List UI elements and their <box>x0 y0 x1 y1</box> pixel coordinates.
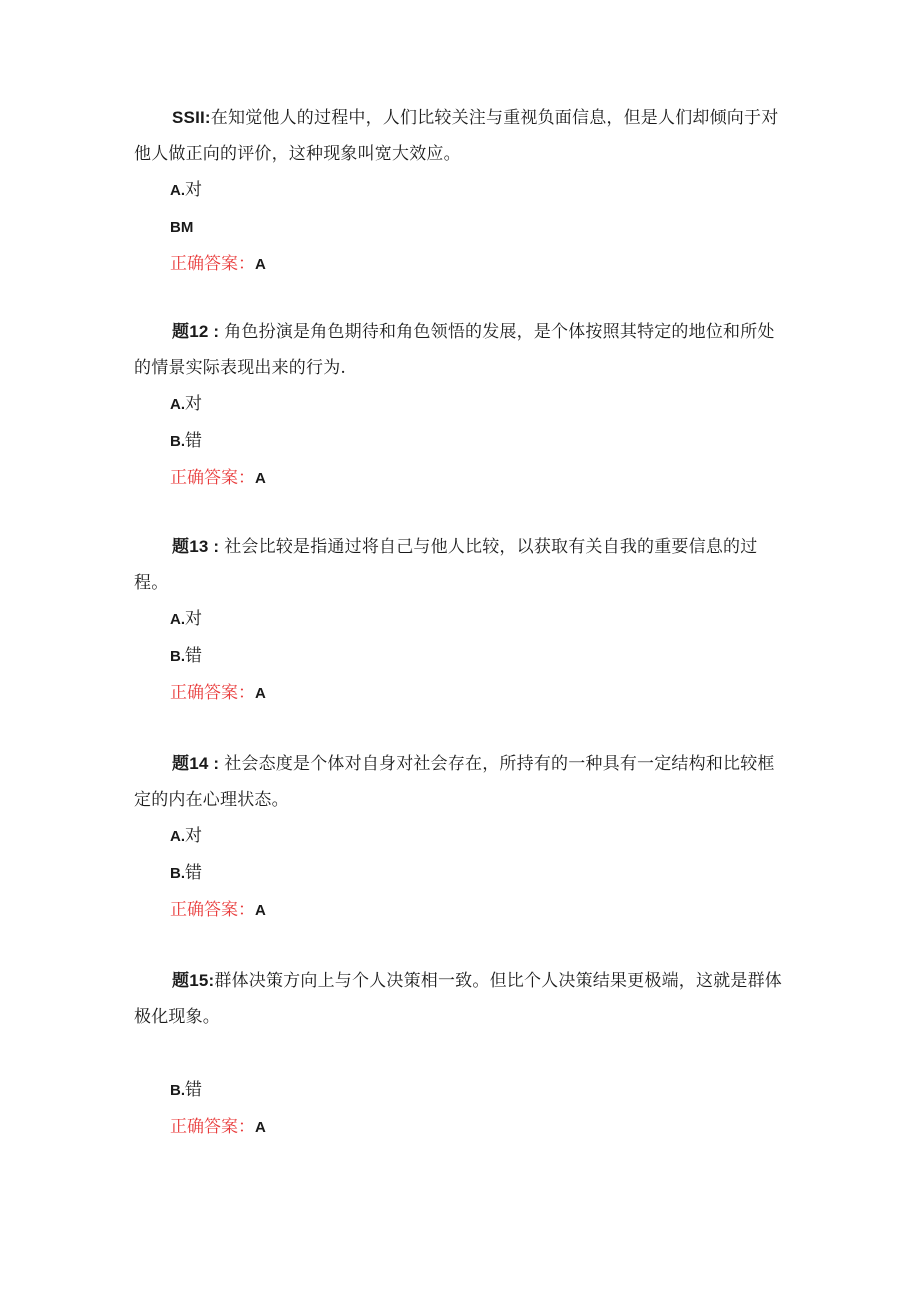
option-a <box>134 601 784 638</box>
option-key: B. <box>170 648 185 665</box>
option-key: A. <box>170 611 185 628</box>
option-key: A. <box>170 182 185 199</box>
question-block <box>134 529 784 712</box>
correct-answer <box>134 1109 784 1146</box>
option-label: 对 <box>185 609 202 629</box>
blank-line <box>134 1035 784 1072</box>
option-label: 错 <box>185 1080 202 1100</box>
question-text <box>134 746 784 818</box>
option-key: BM <box>170 219 194 236</box>
answer-label: 正确答案： <box>170 900 255 920</box>
option-key: A. <box>170 828 185 845</box>
option-b <box>134 423 784 460</box>
question-body: 群体决策方向上与个人决策相一致。但比个人决策结果更极端，这就是群体极化现象。 <box>134 971 782 1027</box>
option-b <box>134 855 784 892</box>
question-block <box>134 963 784 1146</box>
option-a <box>134 386 784 423</box>
question-block <box>134 746 784 929</box>
question-text <box>134 963 784 1035</box>
question-body: 角色扮演是角色期待和角色领悟的发展，是个体按照其特定的地位和所处的情景实际表现出来的行为. <box>134 322 775 378</box>
question-number: 题14 : <box>172 754 225 773</box>
answer-label: 正确答案： <box>170 468 255 488</box>
option-label: 对 <box>185 180 202 200</box>
answer-value: A <box>255 470 266 487</box>
question-body: 在知觉他人的过程中，人们比较关注与重视负面信息，但是人们却倾向于对他人做正向的评价，这种现象叫宽大效应。 <box>134 108 779 164</box>
answer-label: 正确答案： <box>170 254 255 274</box>
option-key: B. <box>170 433 185 450</box>
question-body: 社会态度是个体对自身对社会存在，所持有的一种具有一定结构和比较框定的内在心理状态。 <box>134 754 775 810</box>
question-text <box>134 314 784 386</box>
answer-value: A <box>255 256 266 273</box>
option-label: 错 <box>185 646 202 666</box>
answer-value: A <box>255 1119 266 1136</box>
option-key: A. <box>170 396 185 413</box>
question-number: 题15: <box>172 971 215 990</box>
answer-value: A <box>255 902 266 919</box>
question-body: 社会比较是指通过将自己与他人比较，以获取有关自我的重要信息的过程。 <box>134 537 758 593</box>
option-b <box>134 638 784 675</box>
option-key: B. <box>170 865 185 882</box>
question-number: 题13 : <box>172 537 225 556</box>
question-block <box>134 100 784 283</box>
option-label: 错 <box>185 863 202 883</box>
question-number: SSII: <box>172 108 211 127</box>
correct-answer <box>134 892 784 929</box>
option-label: 对 <box>185 394 202 414</box>
option-a <box>134 818 784 855</box>
question-number: 题12 : <box>172 322 225 341</box>
question-block <box>134 314 784 497</box>
option-b <box>134 1072 784 1109</box>
answer-label: 正确答案： <box>170 683 255 703</box>
answer-value: A <box>255 685 266 702</box>
option-a <box>134 172 784 209</box>
question-text <box>134 100 784 172</box>
question-text <box>134 529 784 601</box>
option-label: 错 <box>185 431 202 451</box>
option-b <box>134 209 784 246</box>
correct-answer <box>134 675 784 712</box>
answer-label: 正确答案： <box>170 1117 255 1137</box>
correct-answer <box>134 460 784 497</box>
correct-answer <box>134 246 784 283</box>
option-key: B. <box>170 1082 185 1099</box>
option-label: 对 <box>185 826 202 846</box>
